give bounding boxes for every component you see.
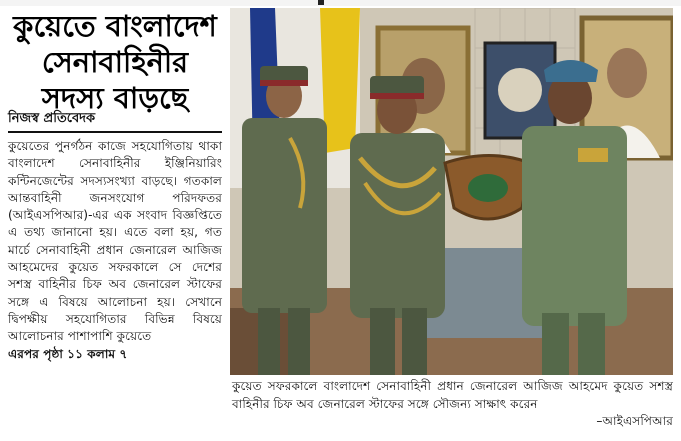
shield-plaque	[445, 156, 530, 220]
clipping-top-mark	[318, 0, 324, 5]
photo-caption	[232, 378, 673, 431]
headline-line: কুয়েতে বাংলাদেশ	[13, 9, 217, 43]
article-body	[8, 138, 222, 363]
caption-text: কুয়েত সফরকালে বাংলাদেশ সেনাবাহিনী প্রধান জেনারেল আজিজ আহমেদ কুয়েত সশস্ত্র বাহিনীর চিফ অব জেনারেল স্টাফের সঙ্গে সৌজন্য সাক্ষাৎ করেন	[232, 379, 673, 411]
continuation-note: এরপর পৃষ্ঠা ১১ কলাম ৭	[8, 346, 128, 361]
photo-illustration	[230, 8, 673, 375]
headline	[8, 8, 222, 116]
headline-line: সদস্য বাড়ছে	[41, 81, 189, 115]
news-photo	[230, 8, 673, 375]
byline: নিজস্ব প্রতিবেদক	[8, 110, 222, 133]
clipping-top-strip	[0, 0, 681, 6]
headline-line: সেনাবাহিনীর	[41, 45, 189, 79]
portrait-emblem-middle	[498, 68, 542, 112]
photo-credit: –আইএসপিআর	[596, 414, 673, 428]
article-body-text: কুয়েতের পুনর্গঠন কাজে সহযোগিতায় থাকা বাংলাদেশ সেনাবাহিনীর ইঞ্জিনিয়ারিং কন্টিনজেন্টের সদস্যসংখ্যা বাড়ছে। গতকাল আন্তবাহিনী জনসংযোগ পরিদফতর (আইএসপিআর)-এর এক সংবাদ বিজ্ঞপ্তিতে এ তথ্য জানানো হয়। এতে বলা হয়, গত মার্চে সেনাবাহিনী প্রধান জেনারেল আজিজ আহমেদের কুয়েত সফরকালে সে দেশের সশস্ত্র বাহিনীর চিফ অব জেনারেল স্টাফের সঙ্গে এ বিষয়ে আলোচনা হয়। সেখানে দ্বিপক্ষীয় সহযোগিতার বিভিন্ন বিষয়ে আলোচনার পাশাপাশি কুয়েতে	[8, 139, 222, 344]
portrait-face-right	[607, 48, 647, 98]
